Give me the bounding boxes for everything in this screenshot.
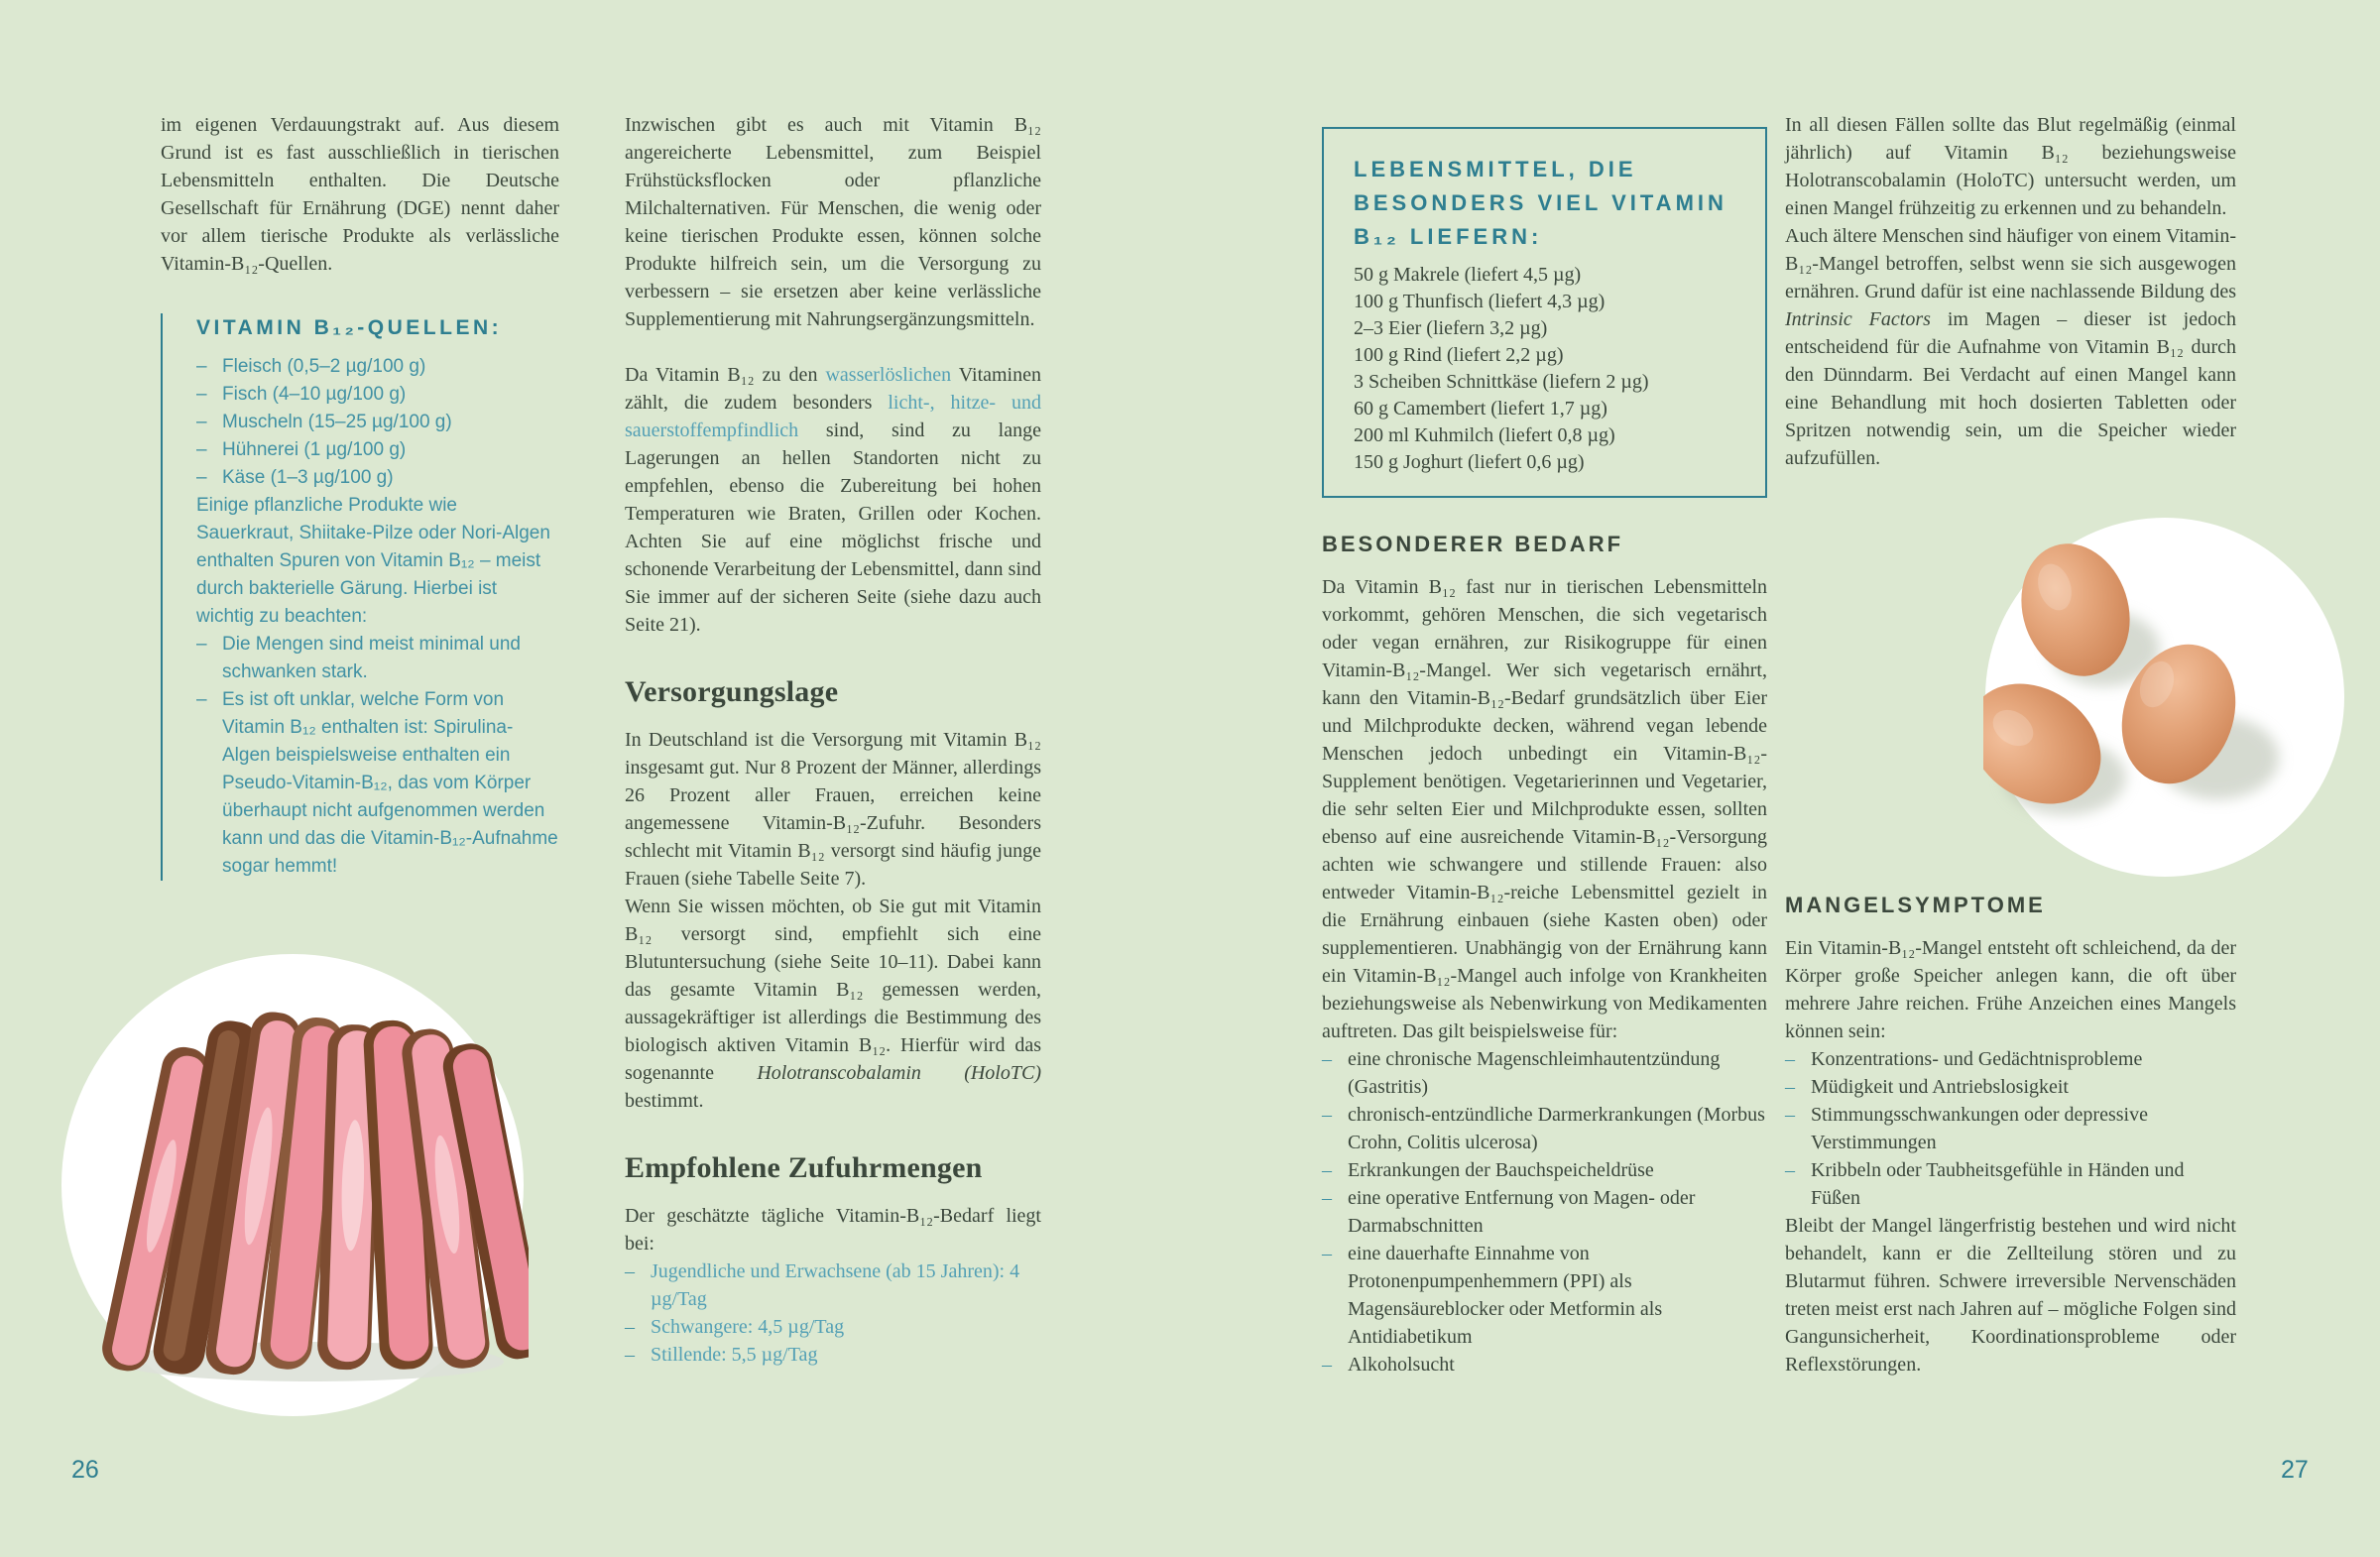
list-item-text: Erkrankungen der Bauchspeicheldrüse (1348, 1159, 1654, 1181)
food-line: 2–3 Eier (liefern 3,2 µg) (1354, 317, 1548, 339)
list-item (196, 464, 559, 492)
list-item (1785, 1156, 2236, 1212)
vitamin-sources-box (161, 313, 559, 881)
sources-list (196, 353, 559, 492)
food-sources-box (1322, 127, 1767, 498)
dash-bullet: – (196, 384, 207, 405)
list-item-text: Müdigkeit und Antriebslosigkeit (1811, 1076, 2069, 1098)
sources-note: Einige pflanzliche Produkte wie Sauerkraut, Shiitake-Pilze oder Nori-Algen enthalten Spuren von Vitamin B₁₂ – meist durch bakterielle Gärung. Hierbei ist wichtig zu beachten: (196, 495, 550, 627)
dash-bullet: – (1322, 1104, 1332, 1126)
list-item (1322, 1156, 1767, 1184)
text-segment: Auch ältere Menschen sind häufiger von einem Vitamin-B₁₂-Mangel betroffen, selbst wenn sie sich ausgewogen ernähren. Grund dafür ist eine nachlassende Bildung des (1785, 225, 2236, 302)
body-paragraph: In all diesen Fällen sollte das Blut regelmäßig (einmal jährlich) auf Vitamin B₁₂ beziehungsweise Holotranscobalamin (HoloTC) untersucht werden, um einen Mangel frühzeitig zu erkennen und zu behandeln. (1785, 114, 2236, 219)
sources-box-heading: VITAMIN B₁₂-QUELLEN: (196, 316, 503, 339)
body-paragraph: Bleibt der Mangel längerfristig bestehen und wird nicht behandelt, kann er die Zellteilung stören und zu Blutarmut führen. Schwere irreversible Nervenschäden treten meist erst nach Jahren auf – mögliche Folgen sind Gangunsicherheit, Koordinationsprobleme oder Reflexstörungen. (1785, 1215, 2236, 1376)
text-segment: sind, sind zu lange Lagerungen an hellen Standorten nicht zu empfehlen, ebenso die Zubereitung bei hohen Temperaturen wie Braten, Grillen oder Kochen. Achten Sie auf eine möglichst frische und schonende Verarbeitung der Lebensmittel, dann sind Sie immer auf der sicheren Seite (siehe dazu auch Seite 21). (625, 419, 1041, 636)
highlighted-text: Intrinsic Factors (1785, 308, 1931, 330)
food-line: 3 Scheiben Schnittkäse (liefern 2 µg) (1354, 371, 1649, 393)
list-item-text: Hühnerei (1 µg/100 g) (222, 439, 407, 460)
list-item-text: Fleisch (0,5–2 µg/100 g) (222, 356, 426, 377)
section-heading-zufuhrmengen: Empfohlene Zufuhrmengen (625, 1151, 983, 1184)
body-paragraph (1785, 222, 2236, 472)
highlighted-text: wasserlöslichen (825, 364, 952, 386)
intake-list (625, 1258, 1041, 1369)
dash-bullet: – (196, 439, 207, 460)
list-item-text: Jugendliche und Erwachsene (ab 15 Jahren): 4 µg/Tag (651, 1260, 1020, 1310)
body-paragraph: Der geschätzte tägliche Vitamin-B₁₂-Bedarf liegt bei: (625, 1205, 1041, 1255)
dash-bullet: – (1785, 1076, 1795, 1098)
dash-bullet: – (1785, 1048, 1795, 1070)
dash-bullet: – (196, 467, 207, 488)
food-line: 60 g Camembert (liefert 1,7 µg) (1354, 398, 1607, 419)
list-item-text: Konzentrations- und Gedächtnisprobleme (1811, 1048, 2143, 1070)
list-item (196, 353, 559, 381)
body-paragraph (625, 361, 1041, 639)
list-item (625, 1313, 1041, 1341)
dash-bullet: – (1322, 1354, 1332, 1376)
text-segment: bestimmt. (625, 1090, 704, 1112)
intro-paragraph: im eigenen Verdauungstrakt auf. Aus diesem Grund ist es fast ausschließlich in tierischen Lebensmitteln enthalten. Die Deutsche Gesellschaft für Ernährung (DGE) nennt daher vor allem tierische Produkte als verlässliche Vitamin-B₁₂-Quellen. (161, 114, 559, 275)
column-right-outer-lower (1785, 893, 2236, 1378)
body-paragraph: Ein Vitamin-B₁₂-Mangel entsteht oft schleichend, da der Körper große Speicher anlegen kann, die oft über mehrere Jahre reichen. Frühe Anzeichen eines Mangels können sein: (1785, 937, 2236, 1042)
body-paragraph: Inzwischen gibt es auch mit Vitamin B₁₂ angereicherte Lebensmittel, zum Beispiel Frühstücksflocken oder pflanzliche Milchalternativen. Für Menschen, die wenig oder keine tierischen Produkte essen, können solche Produkte hilfreich sein, um die Versorgung zu verbessern – sie ersetzen aber keine verlässliche Supplementierung mit Nahrungsergänzungsmitteln. (625, 114, 1041, 330)
highlighted-text: Holotranscobalamin (HoloTC) (757, 1062, 1041, 1084)
steak-photo (58, 947, 529, 1423)
dash-bullet: – (196, 634, 207, 655)
text-segment: im Magen – dieser ist jedoch entscheidend für die Aufnahme von Vitamin B₁₂ durch den Dünndarm. Bei Verdacht auf einen Mangel kann eine Behandlung mit hoch dosierten Tabletten oder Spritzen notwendig sein, um die Speicher wieder aufzufüllen. (1785, 308, 2236, 469)
dash-bullet: – (625, 1260, 635, 1282)
list-item (1322, 1101, 1767, 1156)
text-segment: Da Vitamin B₁₂ zu den (625, 364, 826, 386)
list-item-text: chronisch-entzündliche Darmerkrankungen (Morbus Crohn, Colitis ulcerosa) (1348, 1104, 1765, 1153)
eggs-photo (1983, 518, 2348, 877)
dash-bullet: – (196, 356, 207, 377)
list-item-text: eine chronische Magenschleimhautentzündung (Gastritis) (1348, 1048, 1721, 1098)
page-number-left: 26 (71, 1456, 99, 1484)
dash-bullet: – (196, 412, 207, 432)
list-item (1322, 1045, 1767, 1101)
list-item-text: Stillende: 5,5 µg/Tag (651, 1344, 818, 1366)
dash-bullet: – (1322, 1159, 1332, 1181)
list-item (196, 631, 559, 686)
list-item-text: Fisch (4–10 µg/100 g) (222, 384, 407, 405)
section-heading-besonderer-bedarf: BESONDERER BEDARF (1322, 532, 1624, 556)
list-item (196, 436, 559, 464)
food-line: 100 g Thunfisch (liefert 4,3 µg) (1354, 291, 1606, 312)
list-item-text: Es ist oft unklar, welche Form von Vitamin B₁₂ enthalten ist: Spirulina-Algen beispielsweise enthalten ein Pseudo-Vitamin-B₁₂, das vom Körper überhaupt nicht aufgenommen werden kann und das die Vitamin-B₁₂-Aufnahme sogar hemmt! (222, 689, 558, 877)
list-item (196, 409, 559, 436)
list-item-text: Schwangere: 4,5 µg/Tag (651, 1316, 845, 1338)
sources-note-list (196, 631, 559, 881)
section-heading-mangelsymptome: MANGELSYMPTOME (1785, 893, 2046, 917)
body-paragraph: In Deutschland ist die Versorgung mit Vitamin B₁₂ insgesamt gut. Nur 8 Prozent der Männer, allerdings 26 Prozent aller Frauen, erreichen keine angemessene Vitamin-B₁₂-Zufuhr. Besonders schlecht mit Vitamin B₁₂ versorgt sind häufig junge Frauen (siehe Tabelle Seite 7). (625, 729, 1041, 890)
dash-bullet: – (1785, 1159, 1795, 1181)
dash-bullet: – (1322, 1243, 1332, 1264)
dash-bullet: – (625, 1344, 635, 1366)
list-item (1785, 1073, 2236, 1101)
symptoms-list (1785, 1045, 2236, 1212)
list-item-text: eine dauerhafte Einnahme von Protonenpumpenhemmern (PPI) als Magensäureblocker oder Metformin als Antidiabetikum (1348, 1243, 1663, 1348)
list-item (1322, 1351, 1767, 1378)
list-item (625, 1258, 1041, 1313)
dash-bullet: – (196, 689, 207, 710)
causes-list (1322, 1045, 1767, 1378)
section-heading-versorgungslage: Versorgungslage (625, 675, 839, 708)
column-left-outer (161, 111, 559, 881)
food-line: 200 ml Kuhmilch (liefert 0,8 µg) (1354, 424, 1615, 446)
highlighted-text: licht-, hitze- und sauerstoffempfindlich (625, 392, 1041, 441)
text-segment: Vitaminen zählt, die zudem besonders (625, 364, 1041, 414)
list-item-text: Kribbeln oder Taubheitsgefühle in Händen und Füßen (1811, 1159, 2185, 1209)
food-line: 100 g Rind (liefert 2,2 µg) (1354, 344, 1564, 366)
list-item (1322, 1240, 1767, 1351)
body-paragraph (625, 893, 1041, 1115)
page-number-right: 27 (2281, 1456, 2309, 1484)
list-item-text: Muscheln (15–25 µg/100 g) (222, 412, 452, 432)
list-item-text: Die Mengen sind meist minimal und schwanken stark. (222, 634, 521, 682)
column-right-inner (1322, 127, 1767, 1378)
list-item (1785, 1101, 2236, 1156)
dash-bullet: – (625, 1316, 635, 1338)
list-item (1322, 1184, 1767, 1240)
list-item (196, 686, 559, 881)
list-item-text: eine operative Entfernung von Magen- oder Darmabschnitten (1348, 1187, 1696, 1237)
body-paragraph: Da Vitamin B₁₂ fast nur in tierischen Lebensmitteln vorkommt, gehören Menschen, die sich vegetarisch oder vegan ernähren, zur Risikogruppe für einen Vitamin-B₁₂-Mangel. Wer sich vegetarisch ernährt, kann den Vitamin-B₁₂-Bedarf grundsätzlich über Eier und Milchprodukte decken, während vegan lebende Menschen jedoch unbedingt ein Vitamin-B₁₂-Supplement benötigen. Vegetarierinnen und Vegetarier, die sehr selten Eier und Milchprodukte essen, sollten ebenso auf eine ausreichende Vitamin-B₁₂-Versorgung achten wie schwangere und stillende Frauen: also entweder Vitamin-B₁₂-reiche Lebensmittel gezielt in die Ernährung einbauen (siehe Kasten oben) oder supplementieren. Unabhängig von der Ernährung kann ein Vitamin-B₁₂-Mangel auch infolge von Krankheiten beziehungsweise als Nebenwirkung von Medikamenten auftreten. Das gilt beispielsweise für: (1322, 576, 1767, 1042)
column-right-outer (1785, 111, 2236, 500)
list-item (625, 1341, 1041, 1369)
dash-bullet: – (1322, 1187, 1332, 1209)
text-segment: Wenn Sie wissen möchten, ob Sie gut mit Vitamin B₁₂ versorgt sind, empfiehlt sich eine Blutuntersuchung (siehe Seite 10–11). Dabei kann das gesamte Vitamin B₁₂ gemessen werden, aussagekräftiger ist allerdings die Bestimmung des biologisch aktiven Vitamin B₁₂. Hierfür wird das sogenannte (625, 896, 1041, 1084)
list-item-text: Alkoholsucht (1348, 1354, 1455, 1376)
list-item-text: Stimmungsschwankungen oder depressive Verstimmungen (1811, 1104, 2148, 1153)
food-line: 150 g Joghurt (liefert 0,6 µg) (1354, 451, 1585, 473)
column-left-inner (625, 111, 1041, 1369)
list-item (196, 381, 559, 409)
steak-slices (98, 1010, 529, 1378)
list-item-text: Käse (1–3 µg/100 g) (222, 467, 394, 488)
food-line: 50 g Makrele (liefert 4,5 µg) (1354, 264, 1582, 286)
food-box-list (1354, 262, 1739, 476)
list-item (1785, 1045, 2236, 1073)
dash-bullet: – (1322, 1048, 1332, 1070)
food-box-heading: LEBENSMITTEL, DIE BESONDERS VIEL VITAMIN B₁₂ LIEFERN: (1354, 157, 1727, 249)
dash-bullet: – (1785, 1104, 1795, 1126)
